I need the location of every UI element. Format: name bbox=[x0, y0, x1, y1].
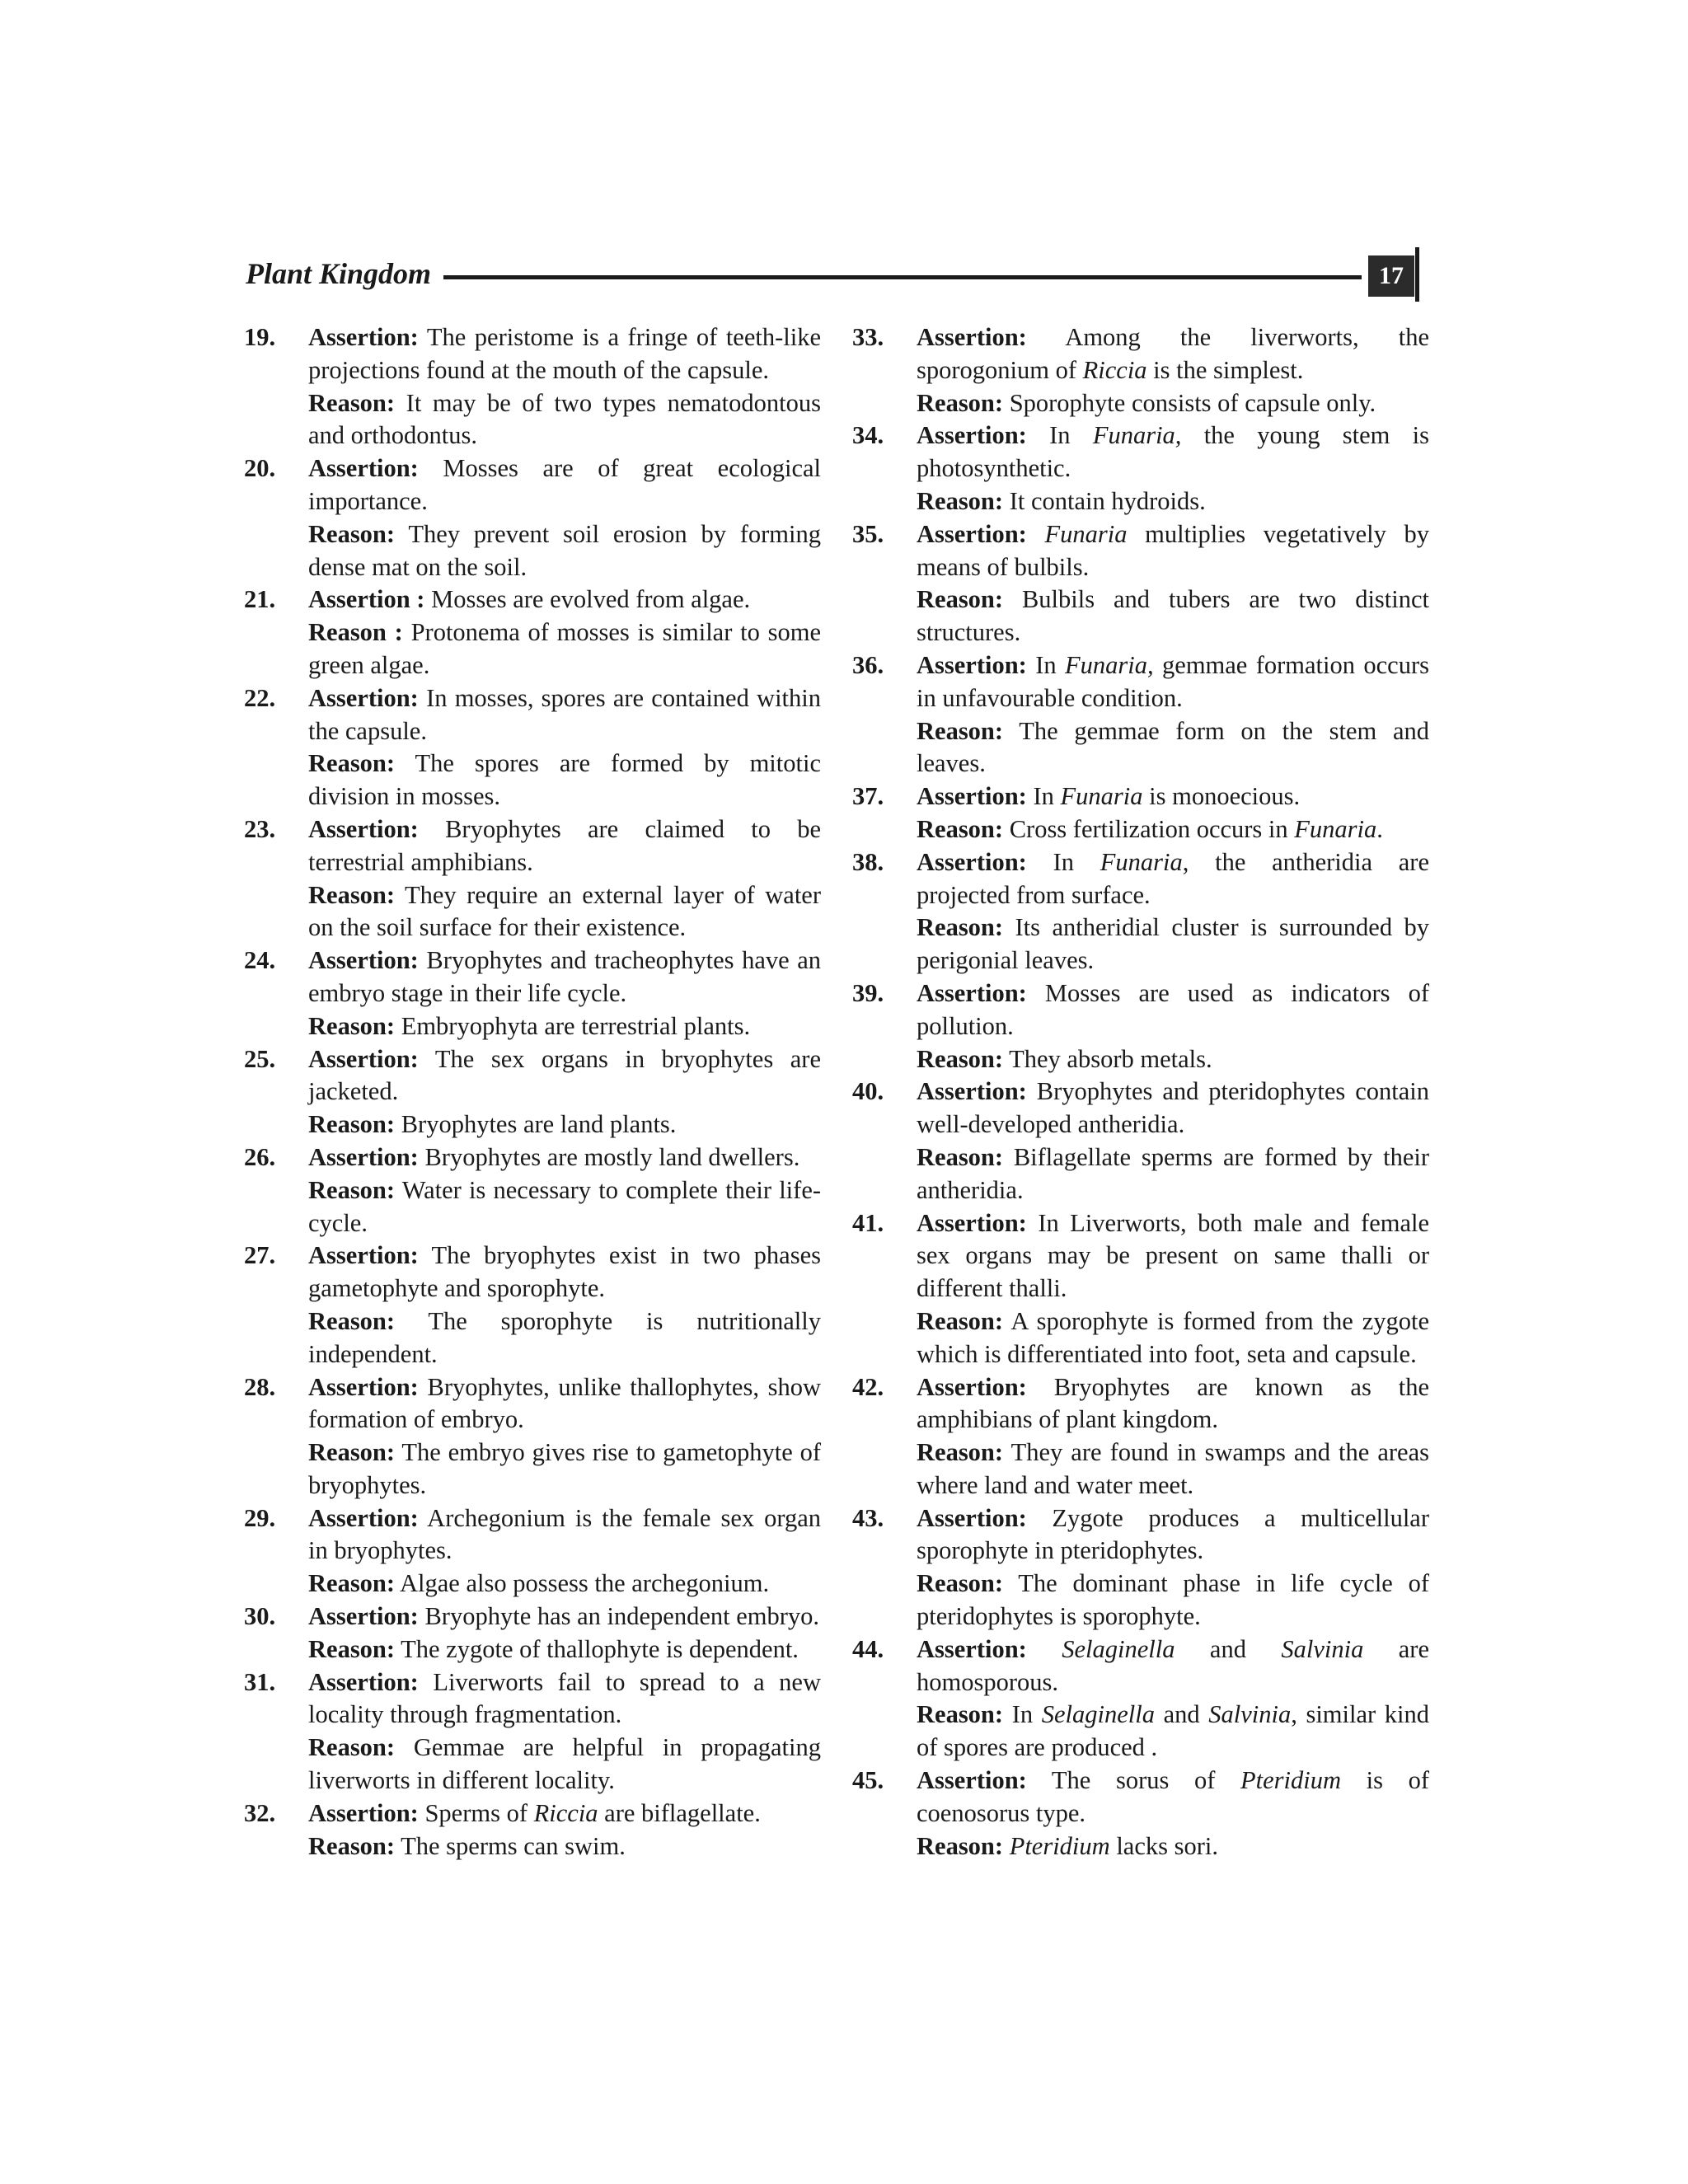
question-number: 20. bbox=[244, 454, 276, 483]
question-number: 21. bbox=[244, 585, 276, 614]
question-number: 25. bbox=[244, 1044, 276, 1073]
assertion-label: Assertion: bbox=[308, 946, 419, 975]
assertion-text: the young stem is photosynthetic. bbox=[917, 421, 1429, 483]
question-number: 35. bbox=[852, 519, 884, 548]
reason-label: Reason: bbox=[917, 486, 1004, 515]
reason-label: Reason: bbox=[917, 913, 1004, 942]
assertion-label: Assertion: bbox=[308, 454, 419, 483]
left-column bbox=[244, 321, 821, 1863]
assertion-label: Assertion: bbox=[917, 519, 1027, 548]
question-32 bbox=[244, 1797, 821, 1863]
reason-label: Reason: bbox=[917, 1142, 1004, 1171]
question-24 bbox=[244, 944, 821, 1043]
assertion bbox=[308, 452, 821, 518]
assertion-label: Assertion : bbox=[308, 585, 425, 614]
reason-text: They prevent soil erosion by forming dense mat on the soil. bbox=[308, 519, 821, 581]
species-name: Salvinia bbox=[1208, 1700, 1292, 1729]
reason bbox=[917, 715, 1429, 781]
reason-text: Gemmae are helpful in propagating liverworts in different locality. bbox=[308, 1733, 821, 1795]
reason-text: The sperms can swim. bbox=[401, 1831, 626, 1860]
reason bbox=[917, 1305, 1429, 1371]
question-36 bbox=[852, 649, 1429, 780]
reason bbox=[917, 1699, 1429, 1765]
reason-label: Reason: bbox=[308, 388, 396, 417]
assertion-text: Bryophytes are known as the amphibians of plant kingdom. bbox=[917, 1372, 1429, 1434]
question-21 bbox=[244, 583, 821, 682]
question-38 bbox=[852, 846, 1429, 977]
assertion-label: Assertion: bbox=[917, 1634, 1027, 1663]
reason bbox=[308, 1732, 821, 1797]
question-number: 36. bbox=[852, 650, 884, 679]
assertion-label: Assertion: bbox=[917, 1766, 1027, 1795]
assertion-label: Assertion: bbox=[308, 1503, 419, 1532]
question-number: 22. bbox=[244, 683, 276, 712]
question-27 bbox=[244, 1240, 821, 1371]
assertion-text: are homosporous. bbox=[917, 1634, 1429, 1696]
reason-label: Reason: bbox=[917, 1831, 1004, 1860]
species-name: Riccia bbox=[1082, 355, 1147, 384]
reason bbox=[917, 912, 1429, 977]
reason-label: Reason: bbox=[308, 519, 396, 548]
reason-text: The dominant phase in life cycle of pteridophytes is sporophyte. bbox=[917, 1569, 1430, 1631]
question-25 bbox=[244, 1043, 821, 1141]
assertion-label: Assertion: bbox=[917, 847, 1027, 876]
reason-label: Reason: bbox=[917, 1700, 1004, 1729]
assertion bbox=[917, 1633, 1429, 1699]
species-name: Funaria bbox=[1294, 814, 1377, 843]
reason-text: Protonema of mosses is similar to some green algae. bbox=[308, 618, 822, 679]
assertion-text: is of coenosorus type. bbox=[917, 1766, 1430, 1827]
reason-label: Reason: bbox=[308, 880, 396, 909]
reason-label: Reason: bbox=[308, 749, 396, 778]
reason-text: . bbox=[1376, 814, 1383, 843]
assertion-text: The sex organs in bryophytes are jacketed. bbox=[308, 1044, 821, 1106]
assertion bbox=[308, 1797, 821, 1830]
reason-label: Reason: bbox=[308, 1175, 396, 1204]
reason-label: Reason: bbox=[917, 1569, 1004, 1598]
assertion-text: Bryophyte has an independent embryo. bbox=[424, 1602, 820, 1631]
reason-text: Algae also possess the archegonium. bbox=[400, 1569, 770, 1598]
assertion bbox=[308, 1141, 821, 1174]
question-number: 28. bbox=[244, 1372, 276, 1401]
assertion-text: The bryophytes exist in two phases gametophyte and sporophyte. bbox=[308, 1241, 821, 1303]
reason-text: They absorb metals. bbox=[1009, 1044, 1212, 1073]
page-number: 17 bbox=[1368, 255, 1414, 297]
reason-label: Reason: bbox=[308, 1306, 396, 1335]
question-number: 44. bbox=[852, 1634, 884, 1663]
reason-text: Sporophyte consists of capsule only. bbox=[1009, 388, 1376, 417]
reason-text: Embryophyta are terrestrial plants. bbox=[401, 1011, 751, 1040]
reason-text: Water is necessary to complete their life-cycle. bbox=[308, 1175, 822, 1237]
question-29 bbox=[244, 1502, 821, 1601]
reason bbox=[917, 387, 1429, 420]
assertion bbox=[917, 419, 1429, 485]
reason bbox=[917, 1568, 1429, 1633]
reason-text: They require an external layer of water on the soil surface for their existence. bbox=[308, 880, 821, 942]
reason-label: Reason: bbox=[308, 1733, 396, 1762]
reason-text: Its antheridial cluster is surrounded by perigonial leaves. bbox=[917, 913, 1430, 975]
reason-label: Reason: bbox=[308, 1831, 396, 1860]
question-20 bbox=[244, 452, 821, 583]
assertion-label: Assertion: bbox=[308, 323, 419, 351]
assertion bbox=[308, 944, 821, 1010]
question-number: 42. bbox=[852, 1372, 884, 1401]
reason bbox=[308, 1010, 821, 1043]
reason bbox=[308, 1568, 821, 1601]
question-number: 33. bbox=[852, 323, 884, 351]
assertion-text: Bryophytes and tracheophytes have an embryo stage in their life cycle. bbox=[308, 946, 822, 1007]
reason bbox=[917, 813, 1429, 846]
assertion-label: Assertion: bbox=[308, 1044, 419, 1073]
assertion-text: In mosses, spores are contained within the capsule. bbox=[308, 683, 822, 745]
reason-label: Reason: bbox=[308, 1438, 396, 1467]
running-title: Plant Kingdom bbox=[246, 257, 432, 290]
question-22 bbox=[244, 682, 821, 813]
reason-label: Reason: bbox=[917, 1306, 1004, 1335]
reason-text: lacks sori. bbox=[1109, 1831, 1218, 1860]
assertion-label: Assertion: bbox=[917, 782, 1027, 811]
assertion bbox=[917, 1765, 1429, 1830]
species-name: Pteridium bbox=[1009, 1831, 1110, 1860]
question-23 bbox=[244, 813, 821, 944]
assertion-label: Assertion: bbox=[917, 1372, 1027, 1401]
assertion-text: is monoecious. bbox=[1142, 782, 1301, 811]
question-33 bbox=[852, 321, 1429, 419]
reason-label: Reason: bbox=[917, 814, 1004, 843]
question-number: 29. bbox=[244, 1503, 276, 1532]
question-41 bbox=[852, 1207, 1429, 1371]
question-26 bbox=[244, 1141, 821, 1240]
assertion-text: Bryophytes and pteridophytes contain well-developed antheridia. bbox=[917, 1077, 1429, 1139]
reason bbox=[308, 748, 821, 813]
question-37 bbox=[852, 780, 1429, 846]
assertion-text: Mosses are of great ecological importance. bbox=[308, 454, 821, 515]
reason-text: A sporophyte is formed from the zygote which is differentiated into foot, seta and capsule. bbox=[917, 1306, 1429, 1368]
species-name: Salvinia bbox=[1281, 1634, 1364, 1663]
assertion-label: Assertion: bbox=[308, 1372, 419, 1401]
assertion-label: Assertion: bbox=[308, 1798, 419, 1827]
reason-label: Reason: bbox=[917, 1044, 1004, 1073]
assertion-text: Zygote produces a multicellular sporophyte in pteridophytes. bbox=[917, 1503, 1429, 1565]
assertion-label: Assertion: bbox=[308, 1602, 419, 1631]
assertion bbox=[308, 1601, 821, 1633]
assertion-text: and bbox=[1175, 1634, 1282, 1663]
question-number: 41. bbox=[852, 1208, 884, 1237]
assertion bbox=[917, 1076, 1429, 1141]
species-name: Funaria, bbox=[1092, 421, 1182, 450]
question-30 bbox=[244, 1601, 821, 1666]
question-number: 27. bbox=[244, 1241, 276, 1270]
assertion bbox=[917, 649, 1429, 715]
reason-label: Reason : bbox=[308, 618, 403, 647]
reason-text: The sporophyte is nutritionally independent. bbox=[308, 1306, 821, 1368]
question-39 bbox=[852, 977, 1429, 1076]
assertion bbox=[917, 977, 1429, 1043]
reason bbox=[917, 1436, 1429, 1502]
assertion-text: are biflagellate. bbox=[598, 1798, 761, 1827]
assertion-text: Bryophytes are claimed to be terrestrial amphibians. bbox=[308, 814, 821, 876]
reason-text: The embryo gives rise to gametophyte of bryophytes. bbox=[308, 1438, 821, 1499]
species-name: Selaginella bbox=[1062, 1634, 1175, 1663]
assertion-label: Assertion: bbox=[308, 1241, 419, 1270]
reason-text: They are found in swamps and the areas where land and water meet. bbox=[917, 1438, 1429, 1499]
reason bbox=[308, 1633, 821, 1666]
assertion-text: Liverworts fail to spread to a new locality through fragmentation. bbox=[308, 1667, 821, 1729]
assertion bbox=[917, 1371, 1429, 1437]
question-31 bbox=[244, 1666, 821, 1797]
reason-text: Cross fertilization occurs in bbox=[1009, 814, 1295, 843]
reason-label: Reason: bbox=[917, 388, 1004, 417]
assertion bbox=[308, 682, 821, 748]
assertion-label: Assertion: bbox=[917, 323, 1027, 351]
assertion-label: Assertion: bbox=[917, 1077, 1027, 1106]
assertion bbox=[308, 1371, 821, 1437]
assertion bbox=[308, 583, 821, 616]
question-number: 31. bbox=[244, 1667, 276, 1696]
assertion-text: Archegonium is the female sex organ in bryophytes. bbox=[308, 1503, 821, 1565]
assertion-text: multiplies vegetatively by means of bulbils. bbox=[917, 519, 1429, 581]
reason bbox=[917, 1141, 1429, 1207]
species-name: Selaginella bbox=[1041, 1700, 1155, 1729]
question-44 bbox=[852, 1633, 1429, 1765]
assertion-label: Assertion: bbox=[917, 421, 1027, 450]
assertion bbox=[917, 780, 1429, 813]
question-35 bbox=[852, 518, 1429, 649]
question-43 bbox=[852, 1502, 1429, 1633]
reason-label: Reason: bbox=[308, 1110, 396, 1139]
reason-label: Reason: bbox=[308, 1569, 396, 1598]
assertion bbox=[917, 1207, 1429, 1305]
assertion-text: In bbox=[1035, 650, 1066, 679]
reason bbox=[917, 583, 1429, 649]
reason-text: The zygote of thallophyte is dependent. bbox=[401, 1634, 799, 1663]
question-42 bbox=[852, 1371, 1429, 1502]
assertion-text: In bbox=[1049, 421, 1093, 450]
question-number: 30. bbox=[244, 1602, 276, 1631]
question-number: 23. bbox=[244, 814, 276, 843]
reason-text: Biflagellate sperms are formed by their antheridia. bbox=[917, 1142, 1430, 1204]
assertion bbox=[917, 518, 1429, 584]
assertion-text: gemmae formation occurs in unfavourable condition. bbox=[917, 650, 1429, 712]
assertion bbox=[917, 846, 1429, 912]
reason bbox=[917, 1043, 1429, 1076]
assertion-label: Assertion: bbox=[308, 683, 419, 712]
assertion bbox=[308, 321, 821, 387]
question-number: 26. bbox=[244, 1142, 276, 1171]
assertion-label: Assertion: bbox=[917, 978, 1027, 1007]
assertion-text: is the simplest. bbox=[1146, 355, 1304, 384]
reason-label: Reason: bbox=[917, 716, 1004, 745]
question-number: 19. bbox=[244, 323, 276, 351]
question-number: 37. bbox=[852, 782, 884, 811]
question-number: 32. bbox=[244, 1798, 276, 1827]
reason-text: The spores are formed by mitotic division in mosses. bbox=[308, 749, 821, 811]
assertion-text: In bbox=[1053, 847, 1100, 876]
assertion bbox=[917, 1502, 1429, 1568]
species-name: Funaria bbox=[1060, 782, 1143, 811]
question-45 bbox=[852, 1765, 1429, 1863]
assertion-text: Mosses are evolved from algae. bbox=[431, 585, 751, 614]
question-40 bbox=[852, 1076, 1429, 1207]
assertion bbox=[308, 813, 821, 879]
species-name: Funaria, bbox=[1065, 650, 1154, 679]
question-number: 24. bbox=[244, 946, 276, 975]
reason bbox=[308, 518, 821, 584]
assertion-text: Among the liverworts, the sporogonium of bbox=[917, 323, 1429, 384]
assertion-text: Bryophytes are mostly land dwellers. bbox=[424, 1142, 800, 1171]
reason-text: It may be of two types nematodontous and orthodontus. bbox=[308, 388, 821, 450]
assertion bbox=[917, 321, 1429, 387]
assertion-text: In bbox=[1033, 782, 1061, 811]
species-name: Funaria bbox=[1044, 519, 1128, 548]
reason-text: , similar kind of spores are produced . bbox=[917, 1700, 1429, 1762]
assertion bbox=[308, 1043, 821, 1109]
assertion-label: Assertion: bbox=[917, 650, 1027, 679]
question-number: 40. bbox=[852, 1077, 884, 1106]
assertion-label: Assertion: bbox=[308, 1142, 419, 1171]
reason-label: Reason: bbox=[917, 1438, 1004, 1467]
right-column bbox=[852, 321, 1429, 1863]
reason bbox=[308, 1108, 821, 1141]
assertion-label: Assertion: bbox=[917, 1503, 1027, 1532]
reason bbox=[308, 387, 821, 453]
assertion-text: Mosses are used as indicators of pollution. bbox=[917, 978, 1429, 1040]
assertion-text: Sperms of bbox=[424, 1798, 534, 1827]
assertion-text: In Liverworts, both male and female sex organs may be present on same thalli or different thalli. bbox=[917, 1208, 1429, 1303]
reason bbox=[308, 616, 821, 682]
reason-label: Reason: bbox=[917, 585, 1004, 614]
assertion bbox=[308, 1240, 821, 1305]
question-number: 45. bbox=[852, 1766, 884, 1795]
reason bbox=[308, 1305, 821, 1371]
reason-text: The gemmae form on the stem and leaves. bbox=[917, 716, 1430, 778]
assertion-label: Assertion: bbox=[308, 814, 419, 843]
reason bbox=[308, 1436, 821, 1502]
reason bbox=[308, 1830, 821, 1863]
page-header bbox=[246, 247, 1419, 302]
assertion-label: Assertion: bbox=[308, 1667, 419, 1696]
page-number-bar bbox=[1415, 247, 1419, 302]
assertion-text: , the antheridia are projected from surface. bbox=[917, 847, 1430, 909]
assertion bbox=[308, 1666, 821, 1732]
assertion-label: Assertion: bbox=[917, 1208, 1027, 1237]
question-number: 34. bbox=[852, 421, 884, 450]
reason bbox=[308, 1174, 821, 1240]
question-28 bbox=[244, 1371, 821, 1502]
assertion-text: The sorus of bbox=[1051, 1766, 1241, 1795]
reason-text: Bryophytes are land plants. bbox=[401, 1110, 677, 1139]
assertion bbox=[308, 1502, 821, 1568]
reason bbox=[917, 485, 1429, 518]
reason-text: and bbox=[1154, 1700, 1209, 1729]
assertion-text: The peristome is a fringe of teeth-like projections found at the mouth of the capsule. bbox=[308, 323, 821, 384]
reason-text: It contain hydroids. bbox=[1009, 486, 1206, 515]
species-name: Funaria bbox=[1100, 847, 1183, 876]
reason bbox=[917, 1830, 1429, 1863]
question-19 bbox=[244, 321, 821, 452]
question-number: 38. bbox=[852, 847, 884, 876]
question-34 bbox=[852, 419, 1429, 518]
reason-label: Reason: bbox=[308, 1634, 396, 1663]
species-name: Pteridium bbox=[1240, 1766, 1342, 1795]
header-rule bbox=[443, 275, 1362, 279]
reason-label: Reason: bbox=[308, 1011, 396, 1040]
reason-text: Bulbils and tubers are two distinct structures. bbox=[917, 585, 1429, 647]
species-name: Riccia bbox=[533, 1798, 598, 1827]
reason bbox=[308, 879, 821, 945]
question-number: 39. bbox=[852, 978, 884, 1007]
reason-text: In bbox=[1011, 1700, 1042, 1729]
assertion-text: Bryophytes, unlike thallophytes, show formation of embryo. bbox=[308, 1372, 821, 1434]
question-number: 43. bbox=[852, 1503, 884, 1532]
